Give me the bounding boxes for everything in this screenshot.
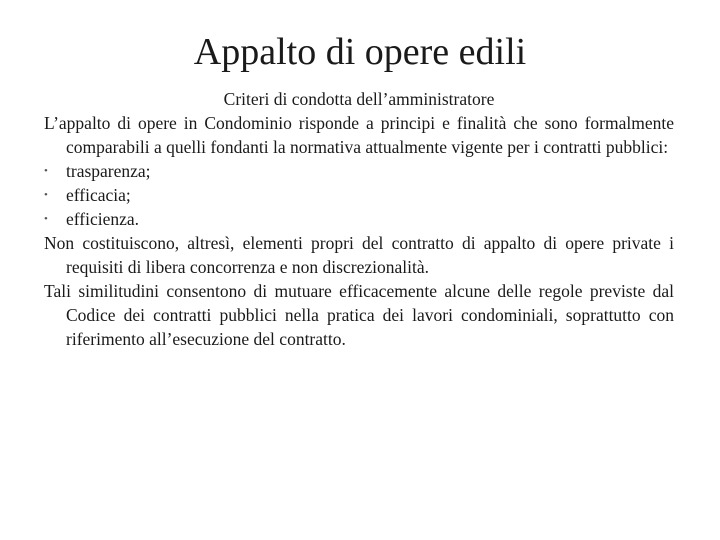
bullet-text: trasparenza;	[66, 161, 151, 181]
slide-subtitle: Criteri di condotta dell’amministratore	[223, 89, 495, 109]
bullet-text: efficacia;	[66, 185, 131, 205]
intro-paragraph: L’appalto di opere in Condominio risponde a principi e finalità che sono formalmente comparabili a quelli fondanti la normativa attualmente vigente per i contratti pubblici:	[44, 113, 674, 157]
slide-body	[44, 87, 674, 351]
bullet-item	[44, 207, 674, 231]
bullet-list	[44, 159, 674, 231]
paragraph-requirements: Non costituiscono, altresì, elementi propri del contratto di appalto di opere private i requisiti di libera concorrenza e non discrezionalità.	[44, 233, 674, 277]
bullet-icon: •	[44, 189, 48, 201]
bullet-item	[44, 183, 674, 207]
paragraph-similarities: Tali similitudini consentono di mutuare efficacemente alcune delle regole previste dal Codice dei contratti pubblici nella pratica dei lavori condominiali, soprattutto con riferimento all’esecuzione del contratto.	[44, 281, 674, 349]
bullet-icon: •	[44, 165, 48, 177]
slide-title: Appalto di opere edili	[193, 31, 527, 73]
bullet-item	[44, 159, 674, 183]
bullet-text: efficienza.	[66, 209, 140, 229]
bullet-icon: •	[44, 213, 48, 225]
